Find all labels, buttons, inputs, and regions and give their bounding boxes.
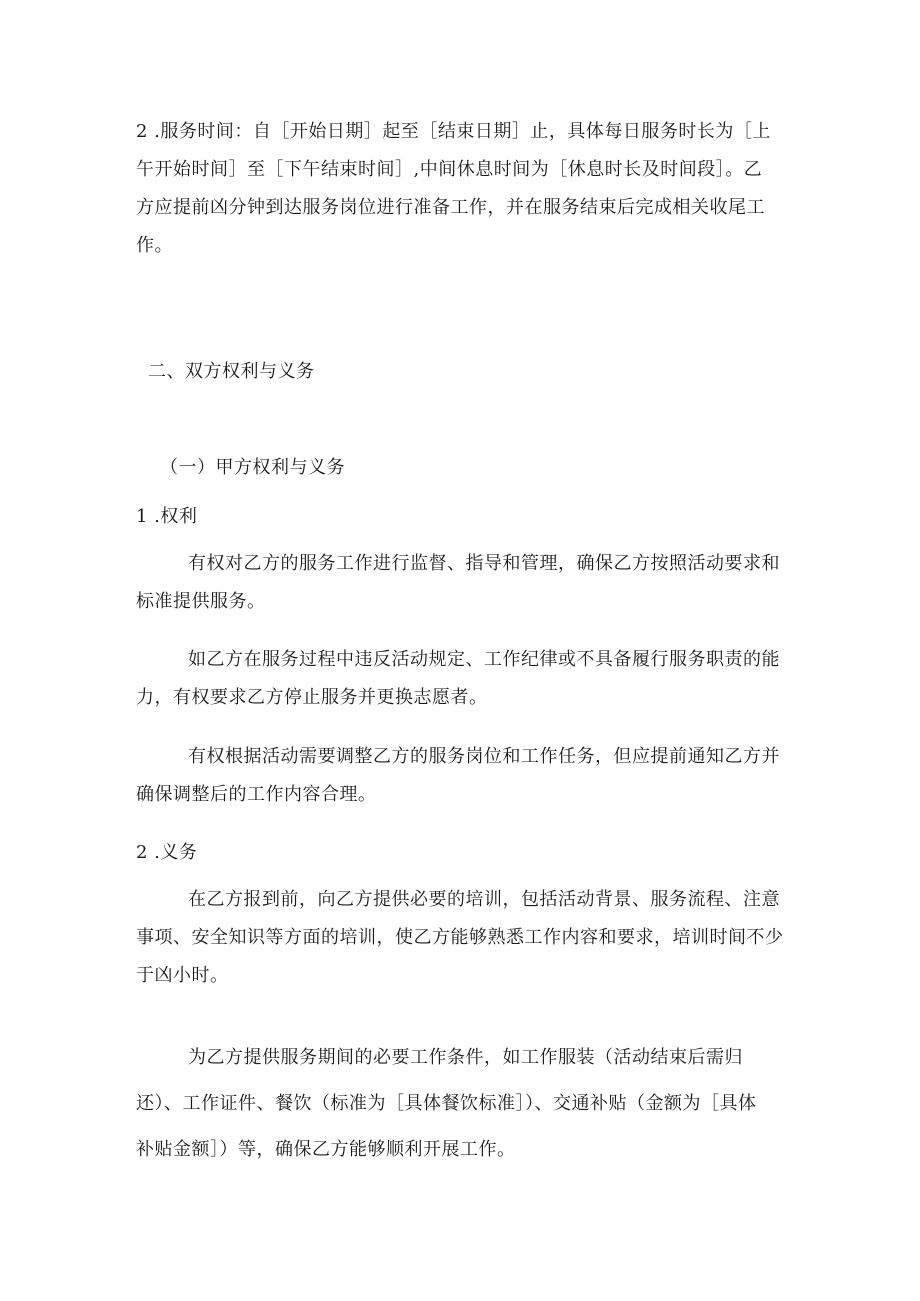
paragraph-line: 在乙方报到前，向乙方提供必要的培训，包括活动背景、服务流程、注意 (188, 889, 780, 910)
rights-item (136, 738, 786, 814)
paragraph-line: 作。 (136, 235, 173, 256)
paragraph-line: 于凶小时。 (136, 965, 229, 986)
paragraph-line: 补贴金额］）等，确保乙方能够顺利开展工作。 (136, 1139, 516, 1160)
obligations-heading-text: 2 .义务 (136, 842, 198, 863)
obligation-item (136, 1035, 786, 1173)
paragraph-line: 2 .服务时间：自［开始日期］起至［结束日期］止，具体每日服务时长为［上 (136, 121, 771, 142)
paragraph-line: 事项、安全知识等方面的培训，使乙方能够熟悉工作内容和要求，培训时间不少 (136, 927, 784, 948)
rights-item (136, 641, 786, 717)
section-title (148, 353, 798, 391)
subsection-title (160, 449, 810, 487)
rights-heading-text: 1 .权利 (136, 506, 198, 527)
paragraph-line: 午开始时间］至［下午结束时间］,中间休息时间为［休息时长及时间段］。乙 (136, 159, 763, 180)
paragraph-line: 确保调整后的工作内容合理。 (136, 784, 377, 805)
obligation-item (136, 881, 786, 995)
rights-heading (136, 498, 786, 536)
section-title-text: 二、双方权利与义务 (148, 361, 315, 382)
paragraph-line: 标准提供服务。 (136, 591, 266, 612)
paragraph-line: 如乙方在服务过程中违反活动规定、工作纪律或不具备履行服务职责的能 (188, 649, 780, 670)
service-time-paragraph (136, 113, 786, 265)
rights-item (136, 545, 786, 621)
paragraph-line: 力，有权要求乙方停止服务并更换志愿者。 (136, 687, 488, 708)
paragraph-line: 为乙方提供服务期间的必要工作条件，如工作服装（活动结束后需归 (188, 1047, 743, 1068)
paragraph-line: 有权根据活动需要调整乙方的服务岗位和工作任务，但应提前通知乙方并 (188, 746, 780, 767)
subsection-title-text: （一）甲方权利与义务 (160, 457, 345, 478)
paragraph-line: 有权对乙方的服务工作进行监督、指导和管理，确保乙方按照活动要求和 (188, 553, 780, 574)
paragraph-line: 还）、工作证件、餐饮（标准为［具体餐饮标准］）、交通补贴（金额为［具体 (136, 1093, 757, 1114)
obligations-heading (136, 834, 786, 872)
paragraph-line: 方应提前凶分钟到达服务岗位进行准备工作，并在服务结束后完成相关收尾工 (136, 197, 765, 218)
